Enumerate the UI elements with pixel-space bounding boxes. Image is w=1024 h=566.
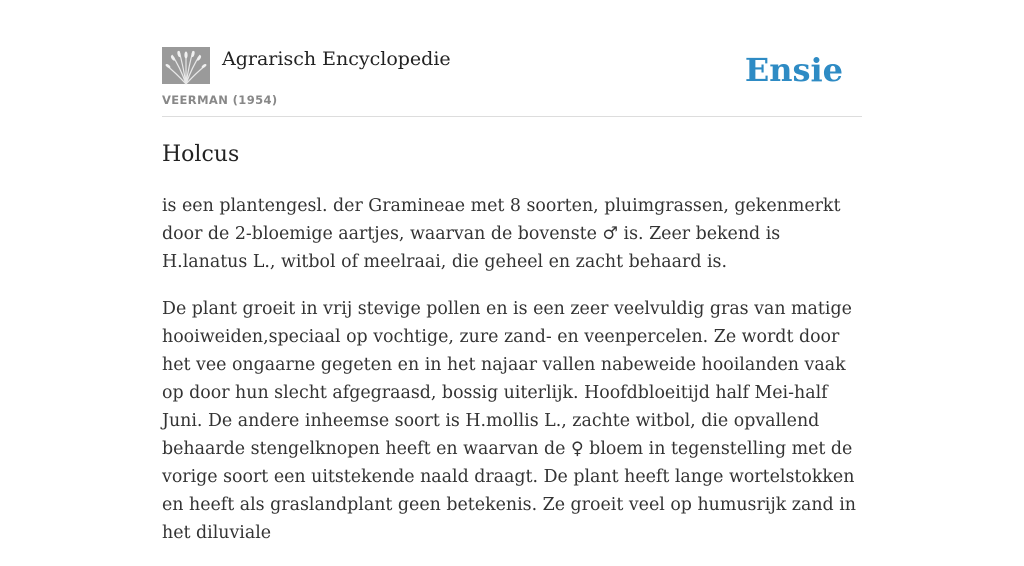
author-byline[interactable]: VEERMAN (1954) <box>162 93 278 107</box>
entry-body <box>162 192 862 566</box>
publication-title[interactable]: Agrarisch Encyclopedie <box>222 48 451 70</box>
entry-header <box>162 46 862 117</box>
wheat-grass-icon <box>162 47 210 84</box>
entry-paragraph: is een plantengesl. der Gramineae met 8 soorten, pluimgrassen, gekenmerkt door de 2-bloemige aartjes, waarvan de bovenste ♂ is. Zeer bekend is H.lanatus L., witbol of meelraai, die geheel en zacht behaard is. <box>162 196 841 272</box>
entry-headword: Holcus <box>162 142 240 167</box>
entry-paragraph: De plant groeit in vrij stevige pollen en is een zeer veelvuldig gras van matige hooiweiden,speciaal op vochtige, zure zand- en veenpercelen. Ze wordt door het vee ongaarne gegeten en in het najaar vallen nabeweide hooilanden vaak op door hun slecht afgegraasd, bossig uiterlijk. Hoofdbloeitijd half Mei-half Juni. De andere inheemse soort is H.mollis L., zachte witbol, die opvallend behaarde stengelknopen heeft en waarvan de ♀ bloem in tegenstelling met de vorige soort een uitstekende naald draagt. De plant heeft lange wortelstokken en heeft als graslandplant geen betekenis. Ze groeit veel op humusrijk zand in het diluviale <box>162 299 856 543</box>
brand-logo-link[interactable]: Ensie <box>744 51 843 89</box>
